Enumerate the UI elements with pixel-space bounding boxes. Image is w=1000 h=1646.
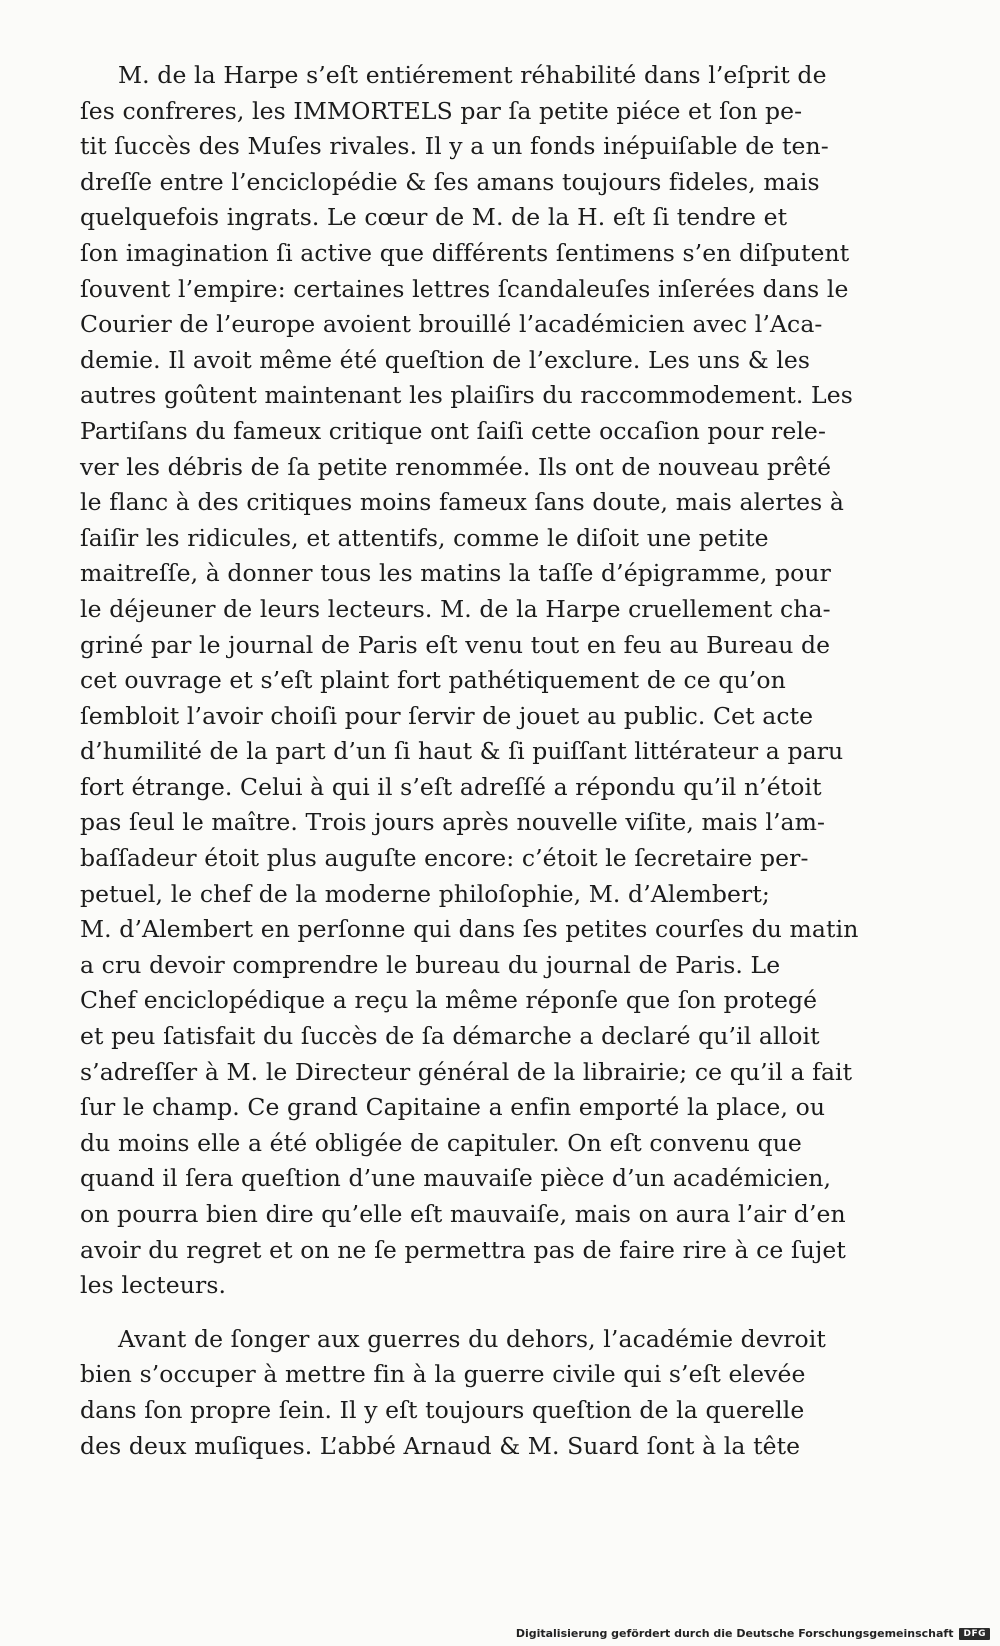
text-line: Courier de l’europe avoient brouillé l’académicien avec l’Aca- [80,310,823,339]
text-line: ſur le champ. Ce grand Capitaine a enfin emporté la place, ou [80,1093,826,1122]
text-line: Partiſans du fameux critique ont ſaiſi cette occaſion pour rele- [80,416,826,445]
dfg-logo: DFG [959,1628,990,1640]
text-line: griné par le journal de Paris eſt venu tout en feu au Bureau de [80,630,831,659]
text-line: pas ſeul le maître. Trois jours après nouvelle viſite, mais l’am- [80,808,826,837]
text-line: ſouvent l’empire: certaines lettres ſcandaleuſes inſerées dans le [80,274,849,303]
text-line: a cru devoir comprendre le bureau du journal de Paris. Le [80,950,781,979]
text-line: le flanc à des critiques moins fameux ſans doute, mais alertes à [80,488,844,517]
text-line: baſſadeur étoit plus auguſte encore: c’étoit le ſecretaire per- [80,844,809,873]
text-line: et peu ſatisfait du ſuccès de ſa démarche a declaré qu’il alloit [80,1022,820,1051]
text-line: ſon imagination ſi active que différents ſentimens s’en diſputent [80,238,850,267]
text-line: le déjeuner de leurs lecteurs. M. de la Harpe cruellement cha- [80,594,831,623]
text-line: cet ouvrage et s’eſt plaint fort pathétiquement de ce qu’on [80,666,786,695]
text-line: ſaiſir les ridicules, et attentifs, comme le diſoit une petite [80,523,769,552]
text-line: bien s’occuper à mettre fin à la guerre civile qui s’eſt elevée [80,1360,806,1389]
paragraph-gap [80,1304,940,1322]
text-line: fort étrange. Celui à qui il s’eſt adreſſé a répondu qu’il n’étoit [80,772,822,801]
text-line: quand il ſera queſtion d’une mauvaiſe pièce d’un académicien, [80,1164,832,1193]
text-line: M. de la Harpe s’eſt entiérement réhabilité dans l’eſprit de [118,61,827,89]
text-line: autres goûtent maintenant les plaiſirs du raccommodement. Les [80,381,853,410]
text-line: M. d’Alembert en perſonne qui dans ſes petites courſes du matin [80,915,859,944]
paragraph [80,58,940,1304]
text-line: Avant de ſonger aux guerres du dehors, l’académie devroit [118,1324,826,1353]
text-line: des deux muſiques. L’abbé Arnaud & M. Suard ſont à la tête [80,1431,801,1460]
paragraph [80,1322,940,1464]
text-line: s’adreſſer à M. le Directeur général de la librairie; ce qu’il a fait [80,1057,853,1086]
text-line: d’humilité de la part d’un ſi haut & ſi puiſſant littérateur a paru [80,737,844,766]
text-line: avoir du regret et on ne ſe permettra pas de faire rire à ce ſujet [80,1235,846,1264]
text-line: quelquefois ingrats. Le cœur de M. de la H. eſt ſi tendre et [80,203,788,232]
text-line: du moins elle a été obligée de capituler. On eſt convenu que [80,1128,802,1157]
text-line: ver les débris de ſa petite renommée. Ils ont de nouveau prêté [80,452,832,481]
text-line: maitreſſe, à donner tous les matins la taſſe d’épigramme, pour [80,559,831,588]
text-line: on pourra bien dire qu’elle eſt mauvaiſe, mais on aura l’air d’en [80,1200,846,1228]
text-line: Chef enciclopédique a reçu la même réponſe que ſon protegé [80,986,818,1015]
text-line: demie. Il avoit même été queſtion de l’exclure. Les uns & les [80,345,811,374]
text-line: petuel, le chef de la moderne philoſophie, M. d’Alembert; [80,879,770,908]
body-text [80,58,940,1464]
text-line: ſembloit l’avoir choiſi pour ſervir de jouet au public. Cet acte [80,701,814,730]
text-line: les lecteurs. [80,1271,227,1300]
text-line: tit ſuccès des Muſes rivales. Il y a un fonds inépuiſable de ten- [80,132,829,161]
funding-credit: Digitalisierung gefördert durch die Deutsche Forschungsgemeinschaft [515,1627,954,1640]
digitization-footer [516,1627,990,1640]
text-line: dans ſon propre ſein. Il y eſt toujours queſtion de la querelle [80,1395,805,1424]
text-line: dreſſe entre l’enciclopédie & ſes amans toujours fideles, mais [80,167,820,196]
text-line: ſes confreres, les IMMORTELS par ſa petite piéce et ſon pe- [80,96,803,125]
